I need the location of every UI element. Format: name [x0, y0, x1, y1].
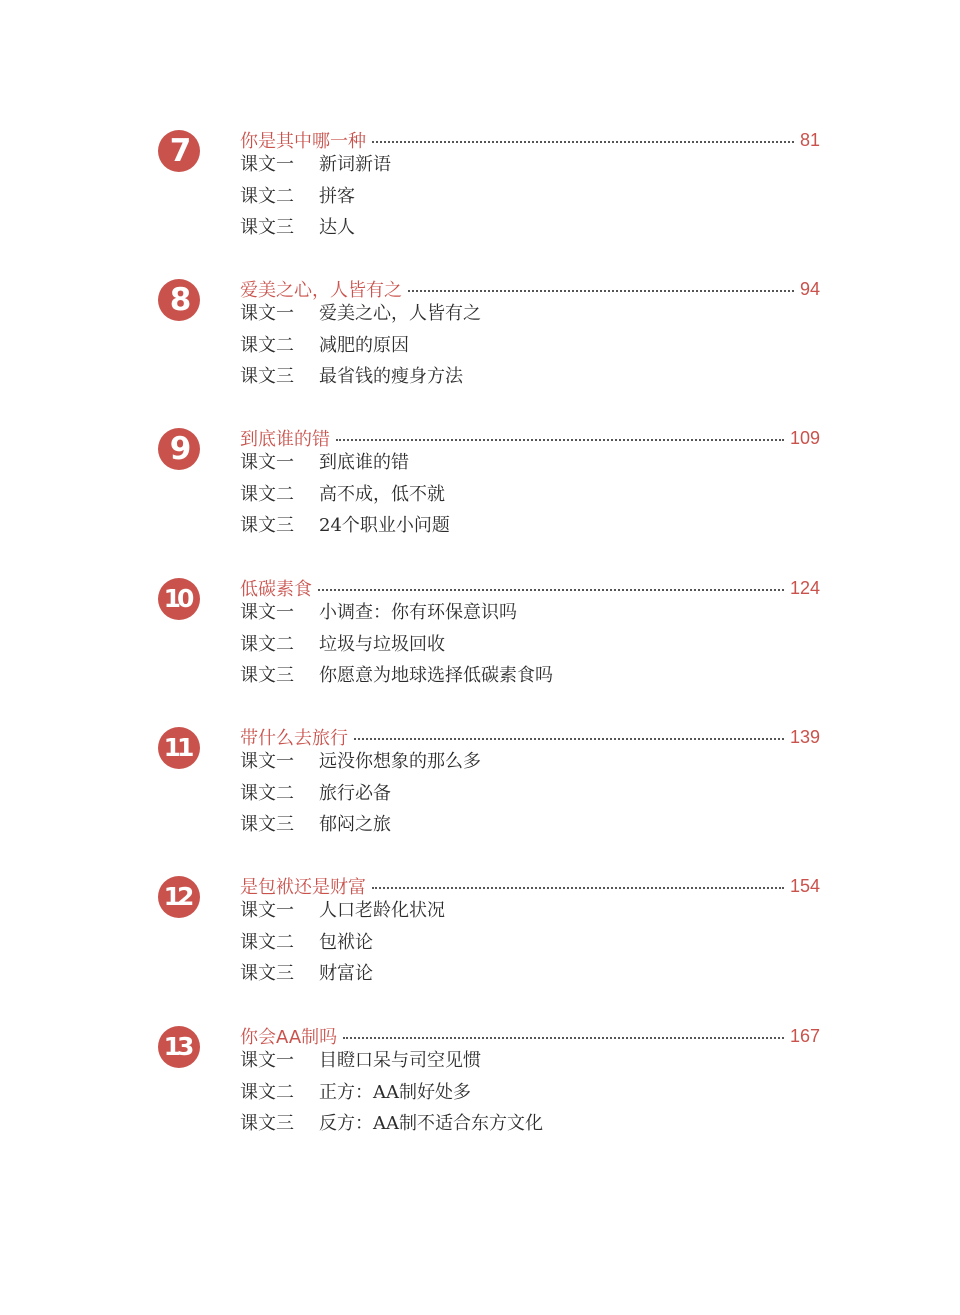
lesson-item[interactable]	[240, 809, 481, 841]
lesson-list	[240, 895, 445, 990]
lesson-title: 正方：AA制好处多	[319, 1081, 471, 1103]
dot-leader	[354, 738, 784, 740]
unit-number-badge: 11	[158, 727, 200, 769]
lesson-title: 小调查：你有环保意识吗	[319, 602, 517, 623]
lesson-item[interactable]	[240, 958, 445, 990]
lesson-title: 旅行必备	[319, 782, 391, 804]
page-number: 154	[789, 875, 820, 896]
lesson-item[interactable]	[240, 330, 481, 362]
dot-leader	[336, 439, 784, 441]
dot-leader	[408, 290, 794, 292]
lesson-item[interactable]	[240, 361, 481, 393]
lesson-label: 课文一	[240, 452, 294, 473]
unit-entry	[158, 576, 820, 706]
lesson-label: 课文二	[240, 334, 294, 356]
lesson-item[interactable]	[240, 660, 553, 692]
dot-leader	[372, 887, 784, 889]
lesson-item[interactable]	[240, 895, 445, 927]
lesson-list	[240, 298, 481, 393]
lesson-title: 郁闷之旅	[319, 814, 391, 835]
page-number: 81	[799, 129, 820, 150]
lesson-label: 课文三	[240, 963, 294, 984]
lesson-label: 课文一	[240, 1050, 294, 1071]
dot-leader	[343, 1037, 784, 1039]
unit-number-badge: 13	[158, 1026, 200, 1068]
lesson-item[interactable]	[240, 746, 481, 778]
unit-title: 低碳素食	[240, 579, 312, 600]
unit-entry	[158, 874, 820, 1004]
lesson-label: 课文三	[240, 665, 294, 686]
lesson-label: 课文三	[240, 515, 294, 536]
lesson-label: 课文一	[240, 602, 294, 623]
lesson-title: 你愿意为地球选择低碳素食吗	[319, 665, 553, 686]
lesson-label: 课文三	[240, 217, 294, 238]
unit-title: 到底谁的错	[240, 429, 330, 450]
lesson-title: 最省钱的瘦身方法	[319, 366, 463, 387]
unit-title: 你是其中哪一种	[240, 131, 366, 152]
lesson-title: 爱美之心，人皆有之	[319, 303, 481, 324]
lesson-item[interactable]	[240, 181, 391, 213]
lesson-list	[240, 597, 553, 692]
lesson-item[interactable]	[240, 927, 445, 959]
page-number: 139	[789, 726, 820, 747]
unit-entry	[158, 725, 820, 855]
lesson-item[interactable]	[240, 298, 481, 330]
lesson-title: 拼客	[319, 185, 355, 207]
lesson-label: 课文二	[240, 633, 294, 655]
unit-title: 爱美之心，人皆有之	[240, 280, 402, 301]
lesson-label: 课文一	[240, 900, 294, 921]
page-number: 94	[799, 278, 820, 299]
lesson-item[interactable]	[240, 1045, 543, 1077]
lesson-list	[240, 447, 450, 542]
lesson-item[interactable]	[240, 149, 391, 181]
lesson-title: 高不成，低不就	[319, 483, 445, 505]
lesson-title: 垃圾与垃圾回收	[319, 633, 445, 655]
page-number: 167	[789, 1025, 820, 1046]
lesson-item[interactable]	[240, 778, 481, 810]
unit-number-badge: 12	[158, 876, 200, 918]
lesson-label: 课文二	[240, 782, 294, 804]
lesson-label: 课文二	[240, 931, 294, 953]
unit-number-badge: 8	[158, 279, 200, 321]
unit-number-badge: 7	[158, 130, 200, 172]
lesson-title: 人口老龄化状况	[319, 900, 445, 921]
unit-entry	[158, 1024, 820, 1154]
lesson-title: 减肥的原因	[319, 334, 409, 356]
lesson-item[interactable]	[240, 479, 450, 511]
lesson-title: 反方：AA制不适合东方文化	[319, 1113, 543, 1134]
unit-number-badge: 9	[158, 428, 200, 470]
lesson-label: 课文二	[240, 483, 294, 505]
lesson-title: 到底谁的错	[319, 452, 409, 473]
lesson-list	[240, 746, 481, 841]
page-number: 109	[789, 427, 820, 448]
lesson-label: 课文一	[240, 751, 294, 772]
unit-entry	[158, 426, 820, 556]
unit-title: 是包袱还是财富	[240, 877, 366, 898]
lesson-title: 远没你想象的那么多	[319, 751, 481, 772]
lesson-list	[240, 149, 391, 244]
lesson-item[interactable]	[240, 212, 391, 244]
lesson-item[interactable]	[240, 1077, 543, 1109]
unit-entry	[158, 128, 820, 258]
lesson-label: 课文二	[240, 185, 294, 207]
dot-leader	[318, 589, 784, 591]
dot-leader	[372, 141, 794, 143]
lesson-item[interactable]	[240, 629, 553, 661]
lesson-label: 课文三	[240, 366, 294, 387]
lesson-title: 财富论	[319, 963, 373, 984]
lesson-item[interactable]	[240, 510, 450, 542]
lesson-title: 达人	[319, 217, 355, 238]
lesson-item[interactable]	[240, 597, 553, 629]
lesson-title: 包袱论	[319, 931, 373, 953]
lesson-item[interactable]	[240, 1108, 543, 1140]
unit-entry	[158, 277, 820, 407]
lesson-label: 课文一	[240, 303, 294, 324]
page-number: 124	[789, 577, 820, 598]
lesson-list	[240, 1045, 543, 1140]
lesson-label: 课文二	[240, 1081, 294, 1103]
unit-number-badge: 10	[158, 578, 200, 620]
lesson-label: 课文一	[240, 154, 294, 175]
lesson-title: 目瞪口呆与司空见惯	[319, 1050, 481, 1071]
lesson-title: 新词新语	[319, 154, 391, 175]
lesson-item[interactable]	[240, 447, 450, 479]
lesson-title: 24个职业小问题	[319, 515, 450, 536]
lesson-label: 课文三	[240, 814, 294, 835]
unit-title: 你会AA制吗	[240, 1027, 338, 1048]
unit-title: 带什么去旅行	[240, 728, 348, 749]
lesson-label: 课文三	[240, 1113, 294, 1134]
